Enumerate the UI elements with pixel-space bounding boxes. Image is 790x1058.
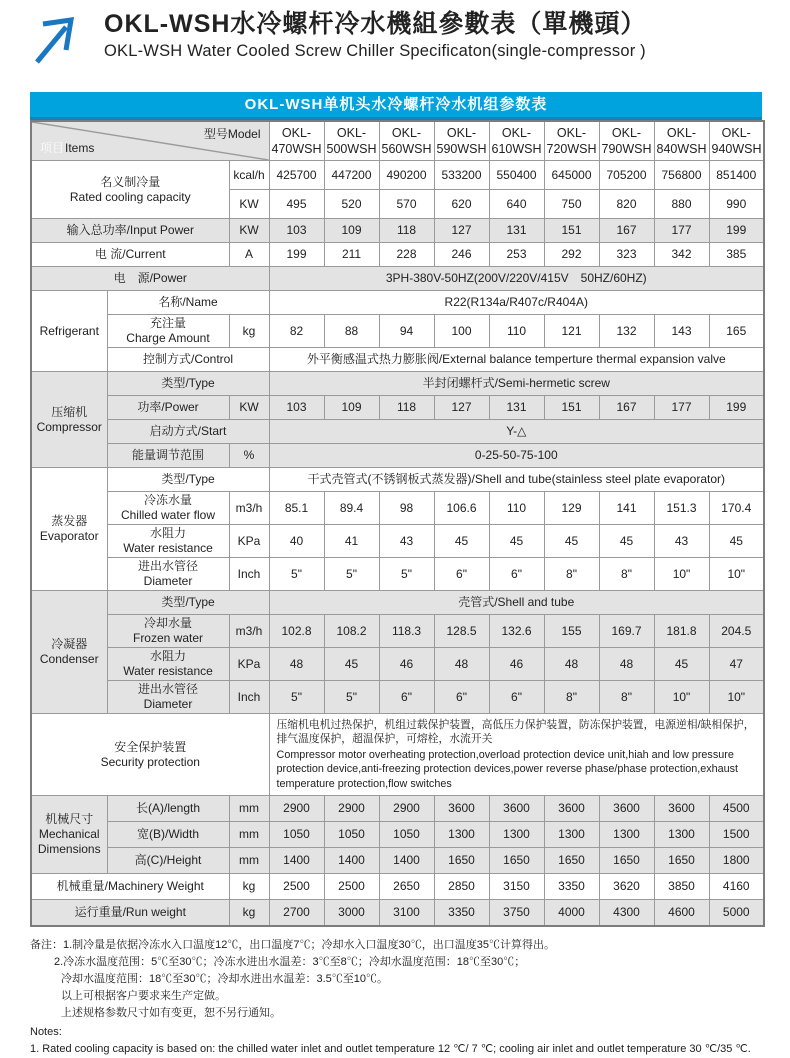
value-cell: 253 (489, 243, 544, 267)
value-cell: 132.6 (489, 615, 544, 648)
value-cell: 6" (489, 681, 544, 714)
title-block (30, 10, 762, 72)
evaporator-resistance-row (31, 525, 764, 558)
value-cell: 167 (599, 219, 654, 243)
control-label: 控制方式/Control (107, 348, 269, 372)
value-cell: 3100 (379, 900, 434, 927)
unit-cell: kg (229, 315, 269, 348)
note-line: 2.冷冻水温度范围：5℃至30℃；冷冻水进出水温差：3℃至8℃；冷却水温度范围：18℃至30℃； (54, 956, 526, 969)
unit-cell: mm (229, 822, 269, 848)
value-cell: 990 (709, 190, 764, 219)
value-cell: 3600 (654, 796, 709, 822)
model-header: OKL- 720WSH (544, 121, 599, 161)
value-cell: 110 (489, 315, 544, 348)
value-cell: 151 (544, 396, 599, 420)
unit-cell: A (229, 243, 269, 267)
value-cell: 2650 (379, 874, 434, 900)
value-cell: 131 (489, 219, 544, 243)
value-cell: 705200 (599, 161, 654, 190)
value-cell: 167 (599, 396, 654, 420)
value-cell: 3600 (599, 796, 654, 822)
value-cell: 1400 (324, 848, 379, 874)
model-header: OKL- 470WSH (269, 121, 324, 161)
value-cell: 2500 (324, 874, 379, 900)
power-supply-value: 3PH-380V-50HZ(200V/220V/415V 50HZ/60HZ) (269, 267, 764, 291)
value-cell: 495 (269, 190, 324, 219)
value-cell: 3600 (434, 796, 489, 822)
refrigerant-name-value: R22(R134a/R407c/R404A) (269, 291, 764, 315)
model-header: OKL- 590WSH (434, 121, 489, 161)
value-cell: 1300 (434, 822, 489, 848)
height-label: 高(C)/Height (107, 848, 229, 874)
model-header: OKL- 790WSH (599, 121, 654, 161)
value-cell: 199 (709, 396, 764, 420)
evaporator-type-row (31, 468, 764, 492)
value-cell: 645000 (544, 161, 599, 190)
unit-cell: % (229, 444, 269, 468)
compressor-type-row (31, 372, 764, 396)
current-row (31, 243, 764, 267)
value-cell: 5000 (709, 900, 764, 927)
value-cell: 199 (709, 219, 764, 243)
value-cell: 4600 (654, 900, 709, 927)
refrigerant-charge-row (31, 315, 764, 348)
unit-cell: KPa (229, 525, 269, 558)
value-cell: 2850 (434, 874, 489, 900)
page-title-zh: OKL-WSH水冷螺杆冷水機組參數表（單機頭） (104, 10, 647, 38)
condenser-type-row (31, 591, 764, 615)
value-cell: 490200 (379, 161, 434, 190)
value-cell: 750 (544, 190, 599, 219)
value-cell: 10" (709, 558, 764, 591)
condenser-type-label: 类型/Type (107, 591, 269, 615)
value-cell: 342 (654, 243, 709, 267)
value-cell: 5" (324, 681, 379, 714)
value-cell: 5" (379, 558, 434, 591)
start-mode-label: 启动方式/Start (107, 420, 269, 444)
compressor-category-label: 压缩机 Compressor (31, 372, 107, 468)
chilled-water-flow-label: 冷冻水量 Chilled water flow (107, 492, 229, 525)
model-header: OKL- 840WSH (654, 121, 709, 161)
value-cell: 3350 (544, 874, 599, 900)
value-cell: 620 (434, 190, 489, 219)
pipe-diameter-label: 进出水管径 Diameter (107, 558, 229, 591)
value-cell: 570 (379, 190, 434, 219)
value-cell: 46 (489, 648, 544, 681)
water-resistance-label: 水阻力 Water resistance (107, 525, 229, 558)
value-cell: 128.5 (434, 615, 489, 648)
value-cell: 129 (544, 492, 599, 525)
height-row (31, 848, 764, 874)
input-power-row (31, 219, 764, 243)
value-cell: 820 (599, 190, 654, 219)
machinery-weight-row (31, 874, 764, 900)
value-cell: 4160 (709, 874, 764, 900)
value-cell: 45 (599, 525, 654, 558)
chilled-water-flow-row (31, 492, 764, 525)
value-cell: 10" (654, 681, 709, 714)
charge-amount-label: 充注量 Charge Amount (107, 315, 229, 348)
unit-cell: mm (229, 848, 269, 874)
value-cell: 1400 (269, 848, 324, 874)
value-cell: 48 (434, 648, 489, 681)
refrigerant-name-label: 名称/Name (107, 291, 269, 315)
value-cell: 118.3 (379, 615, 434, 648)
value-cell: 109 (324, 219, 379, 243)
compressor-power-row (31, 396, 764, 420)
value-cell: 106.6 (434, 492, 489, 525)
security-protection-label: 安全保护装置 Security protection (31, 714, 269, 796)
length-row (31, 796, 764, 822)
value-cell: 2900 (379, 796, 434, 822)
note-line: 备注：1.制冷量是依据冷冻水入口温度12℃，出口温度7℃；冷却水入口温度30℃，出口温度35℃计算得出。 (30, 939, 555, 952)
value-cell: 3350 (434, 900, 489, 927)
unit-cell: kg (229, 900, 269, 927)
value-cell: 6" (434, 558, 489, 591)
value-cell: 10" (709, 681, 764, 714)
value-cell: 8" (599, 681, 654, 714)
unit-cell: kcal/h (229, 161, 269, 190)
value-cell: 1300 (489, 822, 544, 848)
corner-model-label: 型号Model (203, 127, 261, 141)
value-cell: 1500 (709, 822, 764, 848)
value-cell: 89.4 (324, 492, 379, 525)
value-cell: 45 (654, 648, 709, 681)
compressor-type-value: 半封闭螺杆式/Semi-hermetic screw (269, 372, 764, 396)
refrigerant-category-label: Refrigerant (31, 291, 107, 372)
corner-items-label: 项目Items (40, 141, 95, 155)
value-cell: 8" (544, 681, 599, 714)
value-cell: 3600 (544, 796, 599, 822)
title-text (104, 10, 646, 61)
page-title-en: OKL-WSH Water Cooled Screw Chiller Specificaton(single-compressor ) (104, 41, 646, 60)
unit-cell: Inch (229, 558, 269, 591)
value-cell: 1300 (654, 822, 709, 848)
value-cell: 199 (269, 243, 324, 267)
unit-cell: KPa (229, 648, 269, 681)
value-cell: 48 (599, 648, 654, 681)
control-value: 外平衡感温式热力膨胀阀/External balance temperture thermal expansion valve (269, 348, 764, 372)
value-cell: 6" (434, 681, 489, 714)
value-cell: 151.3 (654, 492, 709, 525)
value-cell: 181.8 (654, 615, 709, 648)
value-cell: 1650 (434, 848, 489, 874)
value-cell: 1050 (324, 822, 379, 848)
frozen-water-label: 冷却水量 Frozen water (107, 615, 229, 648)
value-cell: 103 (269, 396, 324, 420)
value-cell: 756800 (654, 161, 709, 190)
value-cell: 46 (379, 648, 434, 681)
value-cell: 118 (379, 396, 434, 420)
condenser-resistance-row (31, 648, 764, 681)
table-corner-cell (31, 121, 269, 161)
value-cell: 169.7 (599, 615, 654, 648)
unit-cell: m3/h (229, 492, 269, 525)
value-cell: 2500 (269, 874, 324, 900)
evaporator-category-label: 蒸发器 Evaporator (31, 468, 107, 591)
value-cell: 98 (379, 492, 434, 525)
value-cell: 110 (489, 492, 544, 525)
value-cell: 1800 (709, 848, 764, 874)
rated-capacity-label: 名义制冷量 Rated cooling capacity (31, 161, 229, 219)
note-line: 上述规格参数尺寸如有变更，恕不另行通知。 (61, 1007, 281, 1020)
pipe-diameter-label: 进出水管径 Diameter (107, 681, 229, 714)
value-cell: 1300 (544, 822, 599, 848)
value-cell: 121 (544, 315, 599, 348)
value-cell: 3850 (654, 874, 709, 900)
condenser-category-label: 冷凝器 Condenser (31, 591, 107, 714)
value-cell: 10" (654, 558, 709, 591)
value-cell: 6" (489, 558, 544, 591)
compressor-type-label: 类型/Type (107, 372, 269, 396)
value-cell: 5" (269, 681, 324, 714)
unit-cell: mm (229, 796, 269, 822)
input-power-label: 输入总功率/Input Power (31, 219, 229, 243)
value-cell: 4000 (544, 900, 599, 927)
value-cell: 1300 (599, 822, 654, 848)
value-cell: 109 (324, 396, 379, 420)
value-cell: 385 (709, 243, 764, 267)
capacity-range-label: 能量调节范围 (107, 444, 229, 468)
value-cell: 8" (544, 558, 599, 591)
value-cell: 851400 (709, 161, 764, 190)
note-line: 以上可根据客户要求来生产定做。 (61, 990, 226, 1003)
value-cell: 170.4 (709, 492, 764, 525)
model-header: OKL- 610WSH (489, 121, 544, 161)
model-header-row (31, 121, 764, 161)
value-cell: 1400 (379, 848, 434, 874)
security-protection-text: 压缩机电机过热保护，机组过载保护装置，高低压力保护装置，防冻保护装置，电源逆相/缺相保护，排气温度保护，超温保护，可熔栓，水流开关 Compressor motor overheating protection,overload protection device unit,hiah and low pressure protection device,anti-freezing protection devices,power reverse phase/phase protection,exhaust temperature protection,flow switches (269, 714, 764, 796)
value-cell: 41 (324, 525, 379, 558)
run-weight-label: 运行重量/Run weight (31, 900, 229, 927)
note-line: 1. Rated cooling capacity is based on: the chilled water inlet and outlet temperature 12 ℃/ 7 ℃; cooling air inlet and outlet temperature 30 ℃/35 ℃. (30, 1042, 751, 1055)
value-cell: 45 (324, 648, 379, 681)
brand-arrow-icon (30, 10, 88, 68)
value-cell: 103 (269, 219, 324, 243)
value-cell: 2900 (324, 796, 379, 822)
note-line: Notes: (30, 1025, 62, 1038)
value-cell: 1050 (269, 822, 324, 848)
value-cell: 155 (544, 615, 599, 648)
value-cell: 3600 (489, 796, 544, 822)
value-cell: 1050 (379, 822, 434, 848)
start-mode-value: Y-△ (269, 420, 764, 444)
footnotes (30, 937, 762, 1057)
evaporator-diameter-row (31, 558, 764, 591)
value-cell: 43 (379, 525, 434, 558)
value-cell: 165 (709, 315, 764, 348)
value-cell: 1650 (654, 848, 709, 874)
value-cell: 177 (654, 396, 709, 420)
evaporator-type-label: 类型/Type (107, 468, 269, 492)
value-cell: 118 (379, 219, 434, 243)
unit-cell: Inch (229, 681, 269, 714)
value-cell: 8" (599, 558, 654, 591)
model-header: OKL- 940WSH (709, 121, 764, 161)
value-cell: 3750 (489, 900, 544, 927)
compressor-range-row (31, 444, 764, 468)
value-cell: 85.1 (269, 492, 324, 525)
value-cell: 131 (489, 396, 544, 420)
value-cell: 48 (544, 648, 599, 681)
value-cell: 2700 (269, 900, 324, 927)
value-cell: 45 (434, 525, 489, 558)
value-cell: 43 (654, 525, 709, 558)
condenser-diameter-row (31, 681, 764, 714)
value-cell: 880 (654, 190, 709, 219)
value-cell: 48 (269, 648, 324, 681)
value-cell: 177 (654, 219, 709, 243)
value-cell: 108.2 (324, 615, 379, 648)
value-cell: 550400 (489, 161, 544, 190)
spec-table (30, 120, 765, 927)
table-banner-title: OKL-WSH单机头水冷螺杆冷水机组参数表 (30, 92, 762, 120)
model-header: OKL- 560WSH (379, 121, 434, 161)
value-cell: 5" (324, 558, 379, 591)
width-row (31, 822, 764, 848)
capacity-range-value: 0-25-50-75-100 (269, 444, 764, 468)
evaporator-type-value: 干式壳管式(不锈钢板式蒸发器)/Shell and tube(stainless steel plate evaporator) (269, 468, 764, 492)
value-cell: 211 (324, 243, 379, 267)
value-cell: 425700 (269, 161, 324, 190)
value-cell: 4500 (709, 796, 764, 822)
value-cell: 640 (489, 190, 544, 219)
value-cell: 6" (379, 681, 434, 714)
value-cell: 45 (544, 525, 599, 558)
water-resistance-label: 水阻力 Water resistance (107, 648, 229, 681)
value-cell: 45 (489, 525, 544, 558)
compressor-power-label: 功率/Power (107, 396, 229, 420)
value-cell: 102.8 (269, 615, 324, 648)
width-label: 宽(B)/Width (107, 822, 229, 848)
value-cell: 127 (434, 219, 489, 243)
value-cell: 292 (544, 243, 599, 267)
value-cell: 82 (269, 315, 324, 348)
power-supply-label: 电 源/Power (31, 267, 269, 291)
power-supply-row (31, 267, 764, 291)
value-cell: 228 (379, 243, 434, 267)
value-cell: 141 (599, 492, 654, 525)
value-cell: 94 (379, 315, 434, 348)
value-cell: 204.5 (709, 615, 764, 648)
rated-capacity-kcal-row (31, 161, 764, 190)
value-cell: 4300 (599, 900, 654, 927)
value-cell: 132 (599, 315, 654, 348)
value-cell: 447200 (324, 161, 379, 190)
value-cell: 143 (654, 315, 709, 348)
unit-cell: KW (229, 396, 269, 420)
current-label: 电 流/Current (31, 243, 229, 267)
value-cell: 323 (599, 243, 654, 267)
value-cell: 520 (324, 190, 379, 219)
value-cell: 2900 (269, 796, 324, 822)
value-cell: 40 (269, 525, 324, 558)
unit-cell: KW (229, 190, 269, 219)
value-cell: 246 (434, 243, 489, 267)
machinery-weight-label: 机械重量/Machinery Weight (31, 874, 229, 900)
frozen-water-row (31, 615, 764, 648)
value-cell: 1650 (489, 848, 544, 874)
value-cell: 5" (269, 558, 324, 591)
value-cell: 3000 (324, 900, 379, 927)
value-cell: 3150 (489, 874, 544, 900)
dimensions-category-label: 机械尺寸 Mechanical Dimensions (31, 796, 107, 874)
value-cell: 88 (324, 315, 379, 348)
value-cell: 1650 (599, 848, 654, 874)
unit-cell: kg (229, 874, 269, 900)
value-cell: 3620 (599, 874, 654, 900)
value-cell: 533200 (434, 161, 489, 190)
value-cell: 45 (709, 525, 764, 558)
value-cell: 1650 (544, 848, 599, 874)
run-weight-row (31, 900, 764, 927)
value-cell: 100 (434, 315, 489, 348)
model-header: OKL- 500WSH (324, 121, 379, 161)
refrigerant-name-row (31, 291, 764, 315)
value-cell: 47 (709, 648, 764, 681)
condenser-type-value: 壳管式/Shell and tube (269, 591, 764, 615)
length-label: 长(A)/length (107, 796, 229, 822)
unit-cell: KW (229, 219, 269, 243)
compressor-start-row (31, 420, 764, 444)
refrigerant-control-row (31, 348, 764, 372)
note-line: 冷却水温度范围：18℃至30℃；冷却水进出水温差：3.5℃至10℃。 (61, 973, 388, 986)
unit-cell: m3/h (229, 615, 269, 648)
security-protection-row (31, 714, 764, 796)
value-cell: 151 (544, 219, 599, 243)
value-cell: 127 (434, 396, 489, 420)
